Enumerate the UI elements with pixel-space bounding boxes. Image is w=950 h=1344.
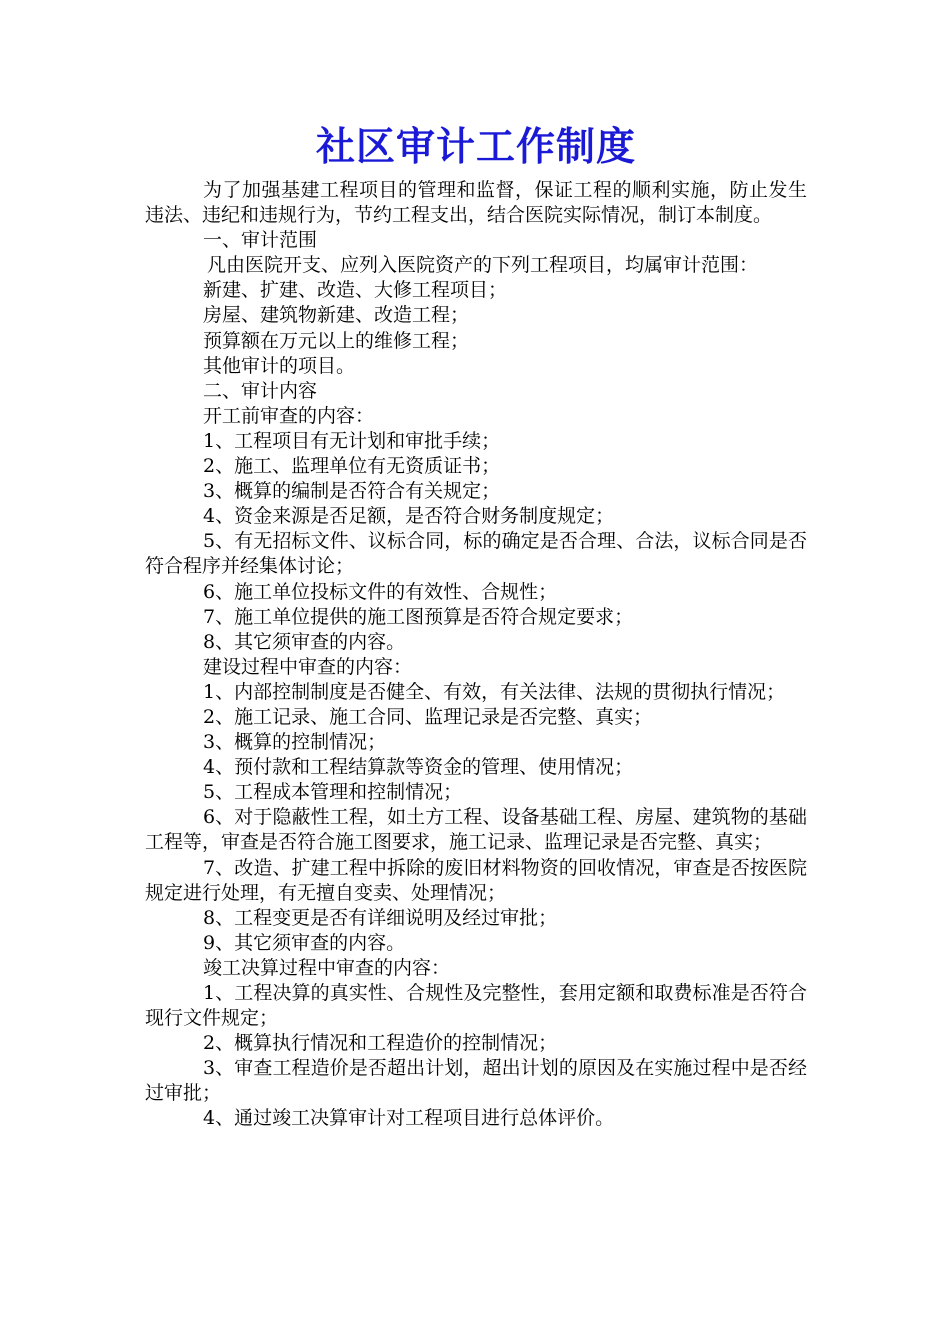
paragraph: 凡由医院开支、应列入医院资产的下列工程项目，均属审计范围： [207, 254, 759, 277]
list-item: 1、内部控制制度是否健全、有效，有关法律、法规的贯彻执行情况； [203, 680, 786, 703]
section-heading: 一、审计范围 [203, 229, 318, 252]
subsection-heading: 竣工决算过程中审查的内容： [203, 956, 451, 979]
list-item: 4、预付款和工程结算款等资金的管理、使用情况； [203, 756, 634, 779]
subsection-heading: 建设过程中审查的内容： [203, 655, 413, 678]
list-item: 5、工程成本管理和控制情况； [203, 781, 463, 804]
list-item: 8、其它须审查的内容。 [203, 630, 406, 653]
list-item: 新建、扩建、改造、大修工程项目； [203, 279, 508, 302]
document-title: 社区审计工作制度 [315, 125, 636, 170]
document-body [145, 178, 807, 1132]
list-item: 4、资金来源是否足额，是否符合财务制度规定； [203, 505, 615, 528]
list-item: 1、工程决算的真实性、合规性及完整性，套用定额和取费标准是否符合现行文件规定； [145, 982, 807, 1030]
list-item: 8、工程变更是否有详细说明及经过审批； [203, 906, 558, 929]
list-item: 3、概算的控制情况； [203, 731, 387, 754]
list-item: 房屋、建筑物新建、改造工程； [203, 304, 470, 327]
subsection-heading: 开工前审查的内容： [203, 404, 375, 427]
section-heading: 二、审计内容 [203, 379, 318, 402]
list-item: 9、其它须审查的内容。 [203, 931, 406, 954]
list-item: 7、改造、扩建工程中拆除的废旧材料物资的回收情况，审查是否按医院规定进行处理，有无擅自变卖、处理情况； [145, 856, 807, 904]
list-item: 2、施工记录、施工合同、监理记录是否完整、真实； [203, 705, 653, 728]
list-item: 4、通过竣工决算审计对工程项目进行总体评价。 [203, 1107, 615, 1130]
list-item: 3、审查工程造价是否超出计划，超出计划的原因及在实施过程中是否经过审批； [145, 1057, 807, 1105]
list-item: 7、施工单位提供的施工图预算是否符合规定要求； [203, 605, 634, 628]
list-item: 6、对于隐蔽性工程，如土方工程、设备基础工程、房屋、建筑物的基础工程等，审查是否符合施工图要求，施工记录、监理记录是否完整、真实； [145, 806, 807, 854]
list-item: 预算额在万元以上的维修工程； [203, 329, 470, 352]
document-page [145, 118, 807, 1132]
list-item: 6、施工单位投标文件的有效性、合规性； [203, 580, 558, 603]
intro-paragraph: 为了加强基建工程项目的管理和监督，保证工程的顺利实施，防止发生违法、违纪和违规行为，节约工程支出，结合医院实际情况，制订本制度。 [145, 179, 807, 227]
list-item: 1、工程项目有无计划和审批手续； [203, 429, 501, 452]
list-item: 其他审计的项目。 [203, 354, 356, 377]
list-item: 2、概算执行情况和工程造价的控制情况； [203, 1032, 558, 1055]
list-item: 5、有无招标文件、议标合同，标的确定是否合理、合法，议标合同是否符合程序并经集体讨论； [145, 530, 807, 578]
list-item: 3、概算的编制是否符合有关规定； [203, 480, 501, 503]
list-item: 2、施工、监理单位有无资质证书； [203, 455, 501, 478]
